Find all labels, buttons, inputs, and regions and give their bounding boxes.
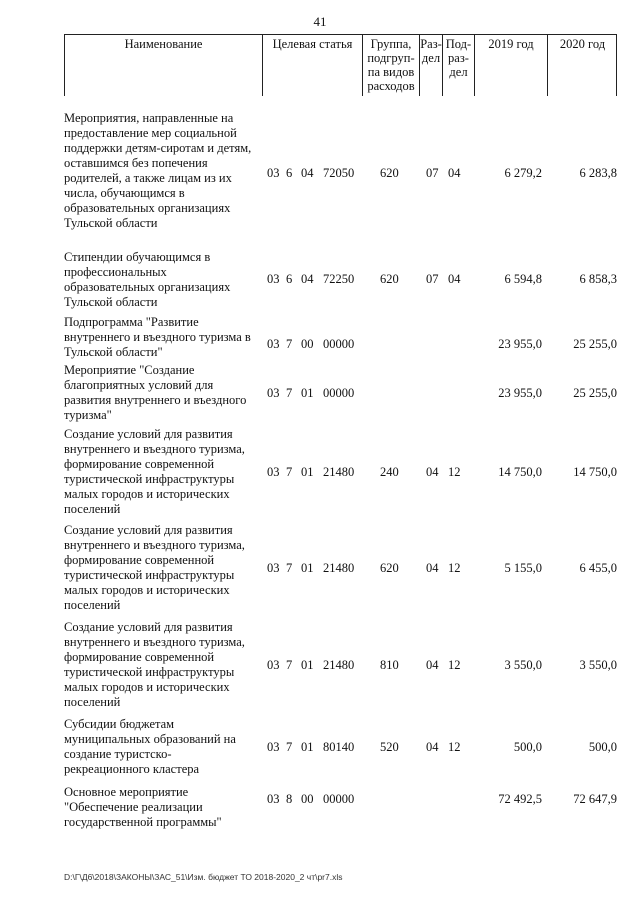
row-name-line: числа, обучающимся в [64, 186, 185, 200]
target-code-event: 01 [301, 465, 314, 479]
expense-group: 620 [380, 166, 399, 180]
page-number: 41 [313, 14, 327, 29]
target-code-subprogram: 6 [286, 166, 293, 180]
row-name-line: Субсидии бюджетам [64, 717, 175, 731]
row-name [64, 363, 262, 423]
row-name-line: муниципальных образований на [64, 732, 236, 746]
amount-2019: 23 955,0 [498, 337, 542, 351]
row-name [64, 111, 262, 231]
row-name [64, 250, 262, 310]
row-name-line: "Обеспечение реализации [64, 800, 203, 814]
header-year-2020: 2020 год [547, 34, 617, 96]
amount-2020: 6 455,0 [579, 561, 617, 575]
amount-2019: 500,0 [513, 740, 542, 754]
row-name-line: внутреннего и въездного туризма, [64, 442, 245, 456]
amount-2020: 6 283,8 [579, 166, 617, 180]
row-name-line: предоставление мер социальной [64, 126, 237, 140]
row-name-line: формирование современной [64, 457, 215, 471]
subsection: 12 [448, 561, 461, 575]
row-name [64, 315, 262, 360]
subsection: 04 [448, 166, 461, 180]
row-name-line: малых городов и исторических [64, 487, 230, 501]
row-name-line: поселений [64, 695, 121, 709]
row-name-line: поддержки детям-сиротам и детям, [64, 141, 252, 155]
target-code-direction: 21480 [323, 465, 355, 479]
amount-2019: 23 955,0 [498, 386, 542, 400]
row-name-line: развития внутреннего и въездного [64, 393, 247, 407]
header-section: Раз- дел [419, 34, 442, 96]
target-code-event: 01 [301, 740, 314, 754]
target-code-event: 04 [301, 166, 314, 180]
expense-group: 810 [380, 658, 399, 672]
target-code-event: 00 [301, 337, 314, 351]
row-name [64, 620, 262, 710]
target-code-subprogram: 7 [286, 386, 293, 400]
row-name-line: Стипендии обучающимся в [64, 250, 211, 264]
subsection: 12 [448, 658, 461, 672]
row-name [64, 427, 262, 517]
amount-2020: 25 255,0 [573, 337, 617, 351]
row-name-line: Мероприятия, направленные на [64, 111, 234, 125]
row-name-line: родителей, а также лицам из их [64, 171, 232, 185]
target-code-program: 03 [267, 337, 280, 351]
amount-2020: 25 255,0 [573, 386, 617, 400]
row-name [64, 785, 262, 830]
target-code-subprogram: 7 [286, 740, 293, 754]
row-name-line: Тульской области [64, 295, 158, 309]
row-name-line: благоприятных условий для [64, 378, 214, 392]
target-code-event: 01 [301, 561, 314, 575]
amount-2020: 500,0 [588, 740, 617, 754]
row-name-line: Создание условий для развития [64, 523, 233, 537]
header-expense-group: Группа, подгруп- па видов расходов [362, 34, 419, 96]
row-name-line: Основное мероприятие [64, 785, 189, 799]
row-name-line: внутреннего и въездного туризма в [64, 330, 251, 344]
expense-group: 520 [380, 740, 399, 754]
row-name-line: туристической инфраструктуры [64, 472, 235, 486]
row-name-line: внутреннего и въездного туризма, [64, 635, 245, 649]
amount-2019: 5 155,0 [504, 561, 542, 575]
target-code-direction: 80140 [323, 740, 355, 754]
row-name-line: туризма" [64, 408, 112, 422]
header-name: Наименование [64, 34, 262, 96]
target-code-subprogram: 7 [286, 561, 293, 575]
row-name-line: государственной программы" [64, 815, 222, 829]
target-code-direction: 21480 [323, 658, 355, 672]
amount-2020: 72 647,9 [573, 792, 617, 806]
amount-2019: 6 594,8 [504, 272, 542, 286]
target-code-program: 03 [267, 658, 280, 672]
target-code-program: 03 [267, 465, 280, 479]
row-name-line: малых городов и исторических [64, 680, 230, 694]
row-name-line: создание туристско- [64, 747, 172, 761]
row-name-line: малых городов и исторических [64, 583, 230, 597]
expense-group: 240 [380, 465, 399, 479]
amount-2020: 14 750,0 [573, 465, 617, 479]
target-code-direction: 00000 [323, 386, 355, 400]
target-code-program: 03 [267, 561, 280, 575]
amount-2019: 3 550,0 [504, 658, 542, 672]
row-name-line: образовательных организациях [64, 280, 231, 294]
target-code-program: 03 [267, 386, 280, 400]
target-code-event: 00 [301, 792, 314, 806]
expense-group: 620 [380, 272, 399, 286]
target-code-subprogram: 7 [286, 465, 293, 479]
row-name-line: Подпрограмма "Развитие [64, 315, 199, 329]
section: 04 [426, 740, 439, 754]
header-target-article: Целевая статья [262, 34, 362, 96]
row-name-line: образовательных организациях [64, 201, 231, 215]
target-code-direction: 72250 [323, 272, 355, 286]
row-name-line: Создание условий для развития [64, 620, 233, 634]
row-name-line: профессиональных [64, 265, 167, 279]
subsection: 12 [448, 465, 461, 479]
row-name-line: поселений [64, 502, 121, 516]
target-code-subprogram: 6 [286, 272, 293, 286]
row-name-line: туристической инфраструктуры [64, 568, 235, 582]
row-name-line: поселений [64, 598, 121, 612]
target-code-direction: 00000 [323, 792, 355, 806]
header-subsection: Под- раз- дел [442, 34, 474, 96]
row-name-line: оставшимся без попечения [64, 156, 208, 170]
row-name-line: рекреационного кластера [64, 762, 200, 776]
target-code-event: 04 [301, 272, 314, 286]
section: 04 [426, 465, 439, 479]
table-header [64, 34, 617, 96]
target-code-event: 01 [301, 386, 314, 400]
target-code-direction: 21480 [323, 561, 355, 575]
target-code-subprogram: 7 [286, 658, 293, 672]
amount-2019: 14 750,0 [498, 465, 542, 479]
target-code-subprogram: 8 [286, 792, 293, 806]
row-name [64, 717, 262, 777]
amount-2019: 6 279,2 [504, 166, 542, 180]
section: 07 [426, 272, 439, 286]
row-name [64, 523, 262, 613]
row-name-line: формирование современной [64, 650, 215, 664]
target-code-program: 03 [267, 166, 280, 180]
subsection: 04 [448, 272, 461, 286]
row-name-line: Тульской области [64, 216, 158, 230]
row-name-line: внутреннего и въездного туризма, [64, 538, 245, 552]
row-name-line: Мероприятие "Создание [64, 363, 195, 377]
section: 04 [426, 658, 439, 672]
amount-2020: 3 550,0 [579, 658, 617, 672]
header-year-2019: 2019 год [474, 34, 547, 96]
row-name-line: формирование современной [64, 553, 215, 567]
target-code-event: 01 [301, 658, 314, 672]
subsection: 12 [448, 740, 461, 754]
target-code-subprogram: 7 [286, 337, 293, 351]
amount-2019: 72 492,5 [498, 792, 542, 806]
row-name-line: Тульской области" [64, 345, 163, 359]
row-name-line: Создание условий для развития [64, 427, 233, 441]
expense-group: 620 [380, 561, 399, 575]
section: 04 [426, 561, 439, 575]
row-name-line: туристической инфраструктуры [64, 665, 235, 679]
target-code-direction: 72050 [323, 166, 355, 180]
target-code-program: 03 [267, 792, 280, 806]
amount-2020: 6 858,3 [579, 272, 617, 286]
file-path-footer: D:\Г\Д6\2018\ЗАКОНЫ\ЗАС_51\Изм. бюджет ТО 2018-2020_2 чт\pr7.xls [64, 872, 343, 882]
target-code-direction: 00000 [323, 337, 355, 351]
target-code-program: 03 [267, 272, 280, 286]
section: 07 [426, 166, 439, 180]
target-code-program: 03 [267, 740, 280, 754]
